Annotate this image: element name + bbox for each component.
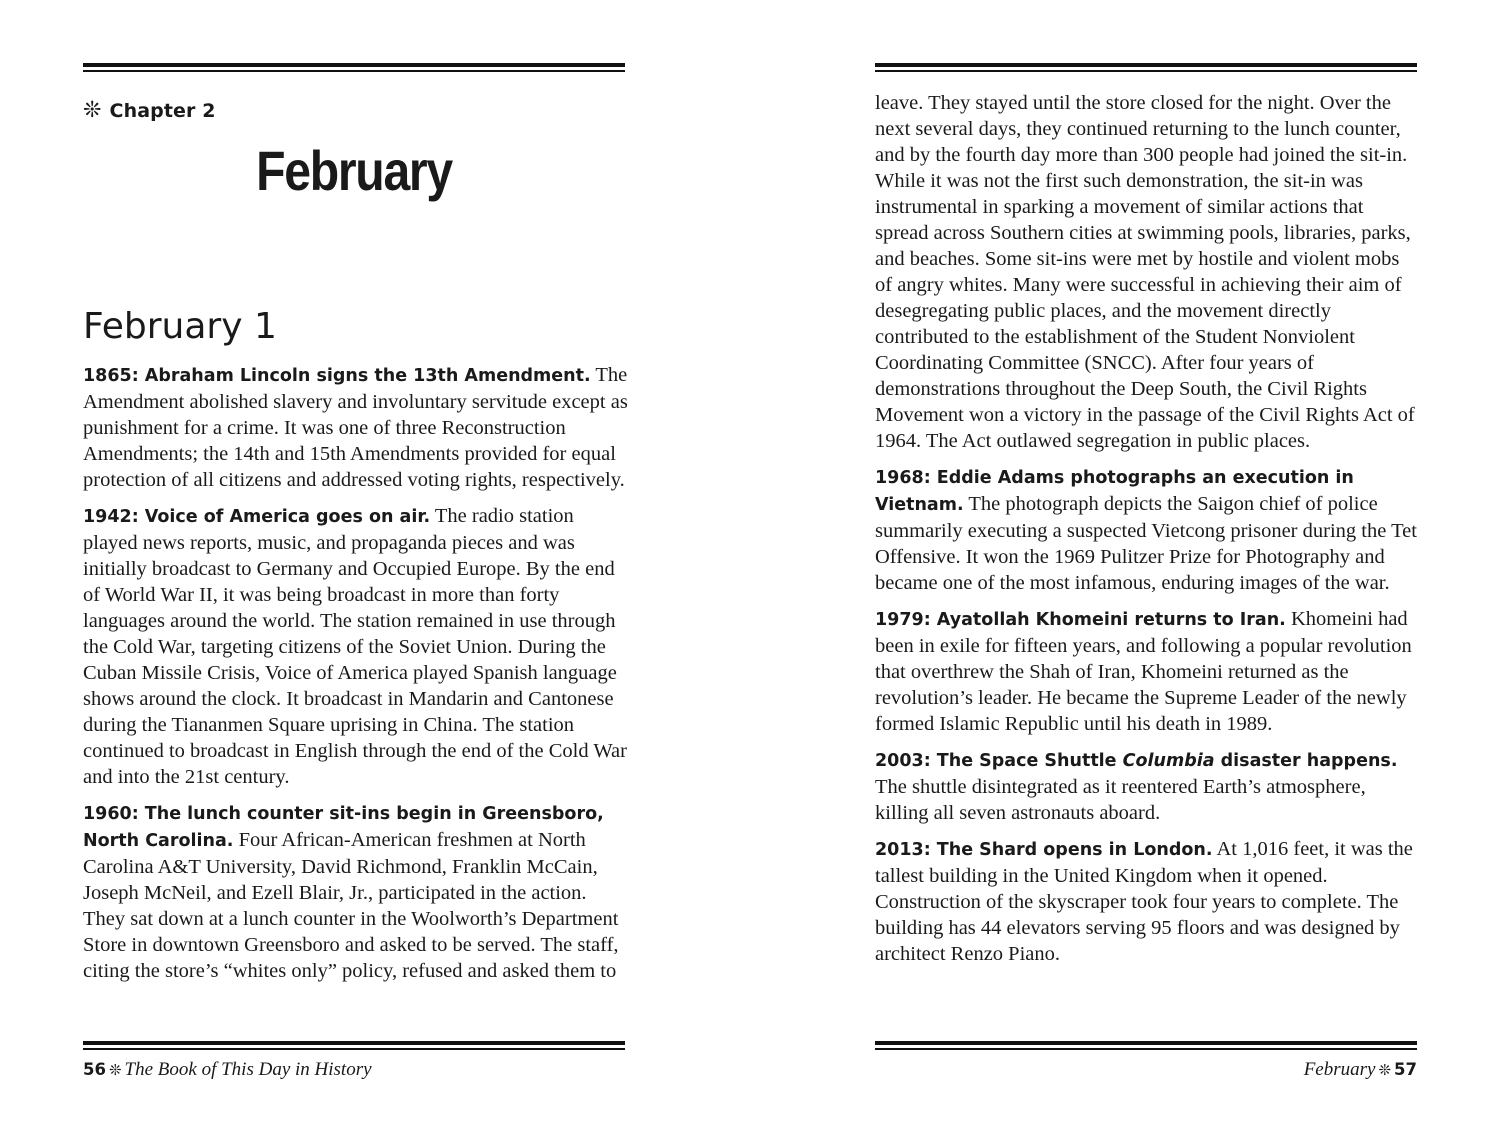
running-head: February bbox=[1303, 1059, 1376, 1080]
entry-1960-continued: leave. They stayed until the store closed for the night. Over the next several days, they continued returning to the lunch counter, and by the fourth day more than 300 people had joined the sit-in. While it was not the first such demonstration, the sit-in was instrumental in sparking a movement of similar actions that spread across Southern cities at swimming pools, libraries, parks, and beaches. Some sit-ins were met by hostile and violent mobs of angry whites. Many were successful in achieving their aim of desegregating public places, and the movement directly contributed to the establishment of the Student Nonviolent Coordinating Committee (SNCC). After four years of demonstrations throughout the Deep South, the Civil Rights Movement won a victory in the passage of the Civil Rights Act of 1964. The Act outlawed segregation in public places. bbox=[875, 92, 1415, 452]
entry-1942 bbox=[83, 503, 628, 790]
entry-lead: 1865: Abraham Lincoln signs the 13th Amendment. bbox=[83, 366, 591, 386]
book-title: The Book of This Day in History bbox=[124, 1059, 372, 1080]
entry-body: The shuttle disintegrated as it reentered Earth’s atmosphere, killing all seven astronauts aboard. bbox=[875, 776, 1366, 824]
entry-body: The Amendment abolished slavery and involuntary servitude except as punishment for a crime. It was one of three Reconstruction Amendments; the 14th and 15th Amendments provided for equal protection of all citizens and addressed voting rights, respectively. bbox=[83, 364, 628, 491]
entry-lead: 1960: The lunch counter sit-ins begin in Greensboro, North Carolina. bbox=[83, 804, 604, 851]
chapter-label bbox=[83, 98, 216, 123]
entry-body: At 1,016 feet, it was the tallest building in the United Kingdom when it opened. Construction of the skyscraper took four years to complete. The building has 44 elevators serving 95 floors and was designed by architect Renzo Piano. bbox=[875, 838, 1413, 965]
entry-1865 bbox=[83, 362, 628, 493]
footer-left bbox=[83, 1059, 372, 1081]
footer-rule bbox=[83, 1041, 625, 1050]
asterism-icon: ❊ bbox=[108, 1063, 122, 1079]
right-page bbox=[875, 0, 1417, 1125]
header-rule bbox=[83, 63, 625, 72]
entry-1979 bbox=[875, 606, 1420, 737]
entry-body: Four African-American freshmen at North Carolina A&T University, David Richmond, Franklin McCain, Joseph McNeil, and Ezell Blair, Jr., participated in the action. They sat down at a lunch counter in the Woolworth’s Department Store in downtown Greensboro and asked to be served. The staff, citing the store’s “whites only” policy, refused and asked them to bbox=[83, 829, 619, 982]
left-page bbox=[83, 0, 628, 1125]
entry-lead: 1968: Eddie Adams photographs an execution in Vietnam. bbox=[875, 468, 1354, 515]
chapter-title: February bbox=[256, 139, 452, 202]
entry-lead: 1979: Ayatollah Khomeini returns to Iran. bbox=[875, 610, 1286, 630]
entry-2013 bbox=[875, 836, 1420, 967]
entry-body: Khomeini had been in exile for fifteen years, and following a popular revolution that overthrew the Shah of Iran, Khomeini returned as the revolution’s leader. He became the Supreme Leader of the newly formed Islamic Republic until his death in 1989. bbox=[875, 608, 1412, 735]
entry-body: The photograph depicts the Saigon chief of police summarily executing a suspected Vietcong prisoner during the Tet Offensive. It won the 1969 Pulitzer Prize for Photography and became one of the most infamous, enduring images of the war. bbox=[875, 493, 1417, 594]
asterism-icon: ❊ bbox=[83, 98, 102, 123]
entry-lead bbox=[875, 751, 1397, 771]
entry-lead: 2013: The Shard opens in London. bbox=[875, 840, 1213, 860]
entry-body: The radio station played news reports, music, and propaganda pieces and was initially broadcast to Germany and Occupied Europe. By the end of World War II, it was being broadcast in more than forty languages around the world. The station remained in use through the Cold War, targeting citizens of the Soviet Union. During the Cuban Missile Crisis, Voice of America played Spanish language shows around the clock. It broadcast in Mandarin and Cantonese during the Tiananmen Square uprising in China. The station continued to broadcast in English through the end of the Cold War and into the 21st century. bbox=[83, 505, 627, 788]
left-content bbox=[83, 362, 628, 994]
page-number: 56 bbox=[83, 1060, 106, 1079]
entry-lead-italic: Columbia bbox=[1122, 751, 1215, 771]
footer-rule bbox=[875, 1041, 1417, 1050]
date-heading: February 1 bbox=[83, 306, 277, 347]
header-rule bbox=[875, 63, 1417, 72]
chapter-label-text: Chapter 2 bbox=[109, 100, 216, 122]
entry-1968 bbox=[875, 464, 1420, 596]
page-number: 57 bbox=[1394, 1060, 1417, 1079]
entry-1960 bbox=[83, 800, 628, 984]
entry-2003 bbox=[875, 747, 1420, 826]
right-content bbox=[875, 90, 1420, 977]
asterism-icon: ❊ bbox=[1378, 1063, 1392, 1079]
footer-right bbox=[1304, 1059, 1417, 1081]
entry-lead-post: disaster happens. bbox=[1214, 751, 1398, 771]
entry-lead-pre: 2003: The Space Shuttle bbox=[875, 751, 1123, 771]
entry-lead: 1942: Voice of America goes on air. bbox=[83, 507, 431, 527]
